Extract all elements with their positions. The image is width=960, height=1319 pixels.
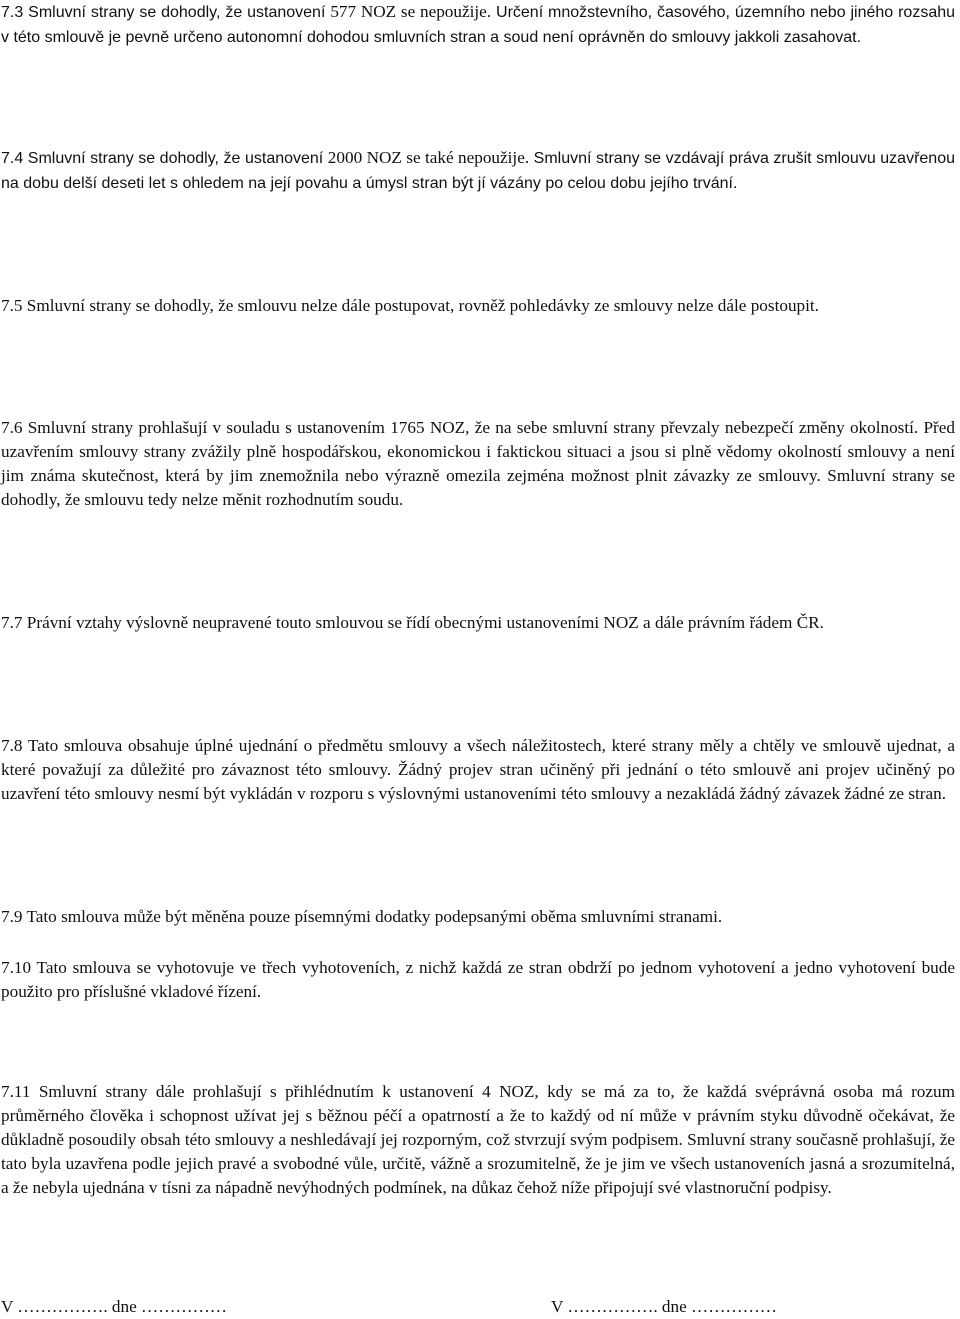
clause-7-10: 7.10 Tato smlouva se vyhotovuje ve třech vyhotoveních, z nichž každá ze stran obdrží po jednom vyhotovení a jedno vyhotovení bude použito pro příslušné vkladové řízení. bbox=[1, 958, 955, 1001]
clause-7-6-lead: 7.6 Smluvní strany prohlašují v souladu s ustanovením bbox=[1, 418, 391, 437]
clause-7-6-body: Před uzavřením smlouvy strany zvážily plně hospodářskou, ekonomickou i faktickou situaci a jsou si plně vědomy okolností smlouvy a není jim známa skutečnost, která by jim znemožnila nebo výrazně omezila zejména možnost plnit závazky ze smlouvy. Smluvní strany se dohodly, že smlouvu tedy nelze měnit rozhodnutím soudu. bbox=[1, 418, 955, 509]
clause-7-5: 7.5 Smluvní strany se dohodly, že smlouvu nelze dále postupovat, rovněž pohledávky ze smlouvy nelze dále postoupit. bbox=[1, 296, 819, 315]
clause-7-7: 7.7 Právní vztahy výslovně neupravené touto smlouvou se řídí obecnými ustanoveními NOZ a dále právním řádem ČR. bbox=[1, 613, 824, 632]
clause-7-3-ref: 577 NOZ se nepoužije. bbox=[330, 2, 492, 21]
clause-7-3-body: Určení množstevního, časového, územního nebo jiného rozsahu v této smlouvě je pevně určeno autonomní dohodou smluvních stran a soud není oprávněn do smlouvy jakkoli zasahovat. bbox=[1, 4, 956, 46]
clause-7-6-ref: 1765 NOZ, že na sebe smluvní strany převzaly nebezpečí změny okolností. bbox=[390, 418, 919, 437]
signature-line-left: V ……………. dne …………… bbox=[1, 1297, 227, 1316]
clause-7-11: 7.11 Smluvní strany dále prohlašují s přihlédnutím k ustanovení 4 NOZ, kdy se má za to, že každá svéprávná osoba má rozum průměrného člověka i schopnost užívat jej s běžnou péčí a opatrností a že to každý od ní může v právním styku důvodně očekávat, že důkladně posoudily obsah této smlouvy a neshledávají jej rozporným, což stvrzují svým podpisem. Smluvní strany současně prohlašují, že tato byla uzavřena podle jejich pravé a svobodné vůle, určitě, vážně a srozumitelně, že je jim ve všech ustanoveních jasná a srozumitelná, a že nebyla ujednána v tísni za nápadně nevýhodných podmínek, na důkaz čehož níže připojují své vlastnoruční podpisy. bbox=[1, 1082, 955, 1197]
clause-7-3 bbox=[1, 0, 955, 50]
clause-7-9: 7.9 Tato smlouva může být měněna pouze písemnými dodatky podepsanými oběma smluvními stranami. bbox=[1, 907, 723, 926]
clause-7-4-body: Smluvní strany se vzdávají práva zrušit smlouvu uzavřenou na dobu delší deseti let s ohledem na její povahu a úmysl stran být jí vázány po celou dobu jejího trvání. bbox=[1, 150, 955, 192]
clause-7-4 bbox=[1, 146, 955, 196]
clause-7-4-lead: 7.4 Smluvní strany se dohodly, že ustanovení bbox=[1, 150, 328, 167]
clause-7-4-ref: 2000 NOZ se také nepoužije. bbox=[327, 148, 530, 167]
clause-7-6 bbox=[1, 416, 955, 512]
clause-7-8: 7.8 Tato smlouva obsahuje úplné ujednání o předmětu smlouvy a všech náležitostech, které strany měly a chtěly ve smlouvě ujednat, a které považují za důležité pro závaznost této smlouvy. Žádný projev stran učiněný při jednání o této smlouvě ani projev učiněný po uzavření této smlouvy nesmí být vykládán v rozporu s výslovnými ustanoveními této smlouvy a nezakládá žádný závazek žádné ze stran. bbox=[1, 736, 955, 803]
clause-7-3-lead: 7.3 Smluvní strany se dohodly, že ustanovení bbox=[1, 4, 331, 21]
signature-line-right: V ……………. dne …………… bbox=[551, 1297, 777, 1316]
